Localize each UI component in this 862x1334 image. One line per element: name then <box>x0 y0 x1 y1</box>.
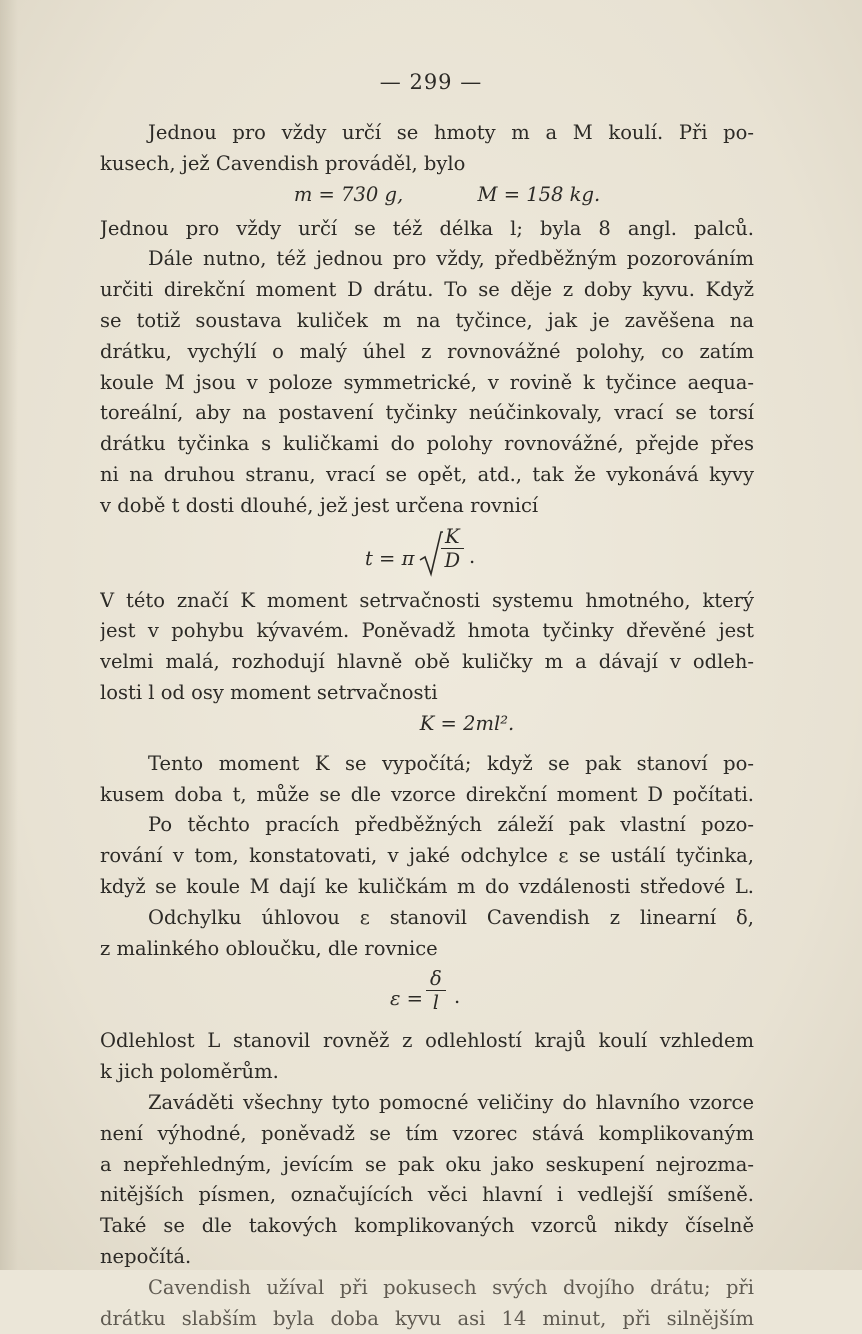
text-line: Dále nutno, též jednou pro vždy, předběžným pozorováním <box>100 244 754 275</box>
text-line: jest v pohybu kývavém. Poněvadž hmota tyčinky dřevěné jest <box>100 616 754 647</box>
text-line: z malinkého obloučku, dle rovnice <box>100 934 754 965</box>
text-line: kusech, jež Cavendish prováděl, bylo <box>100 149 754 180</box>
text-line: rování v tom, konstatovati, v jaké odchylce ε se ustálí tyčinka, <box>100 841 754 872</box>
formula-angle-end: . <box>454 982 460 1013</box>
text-line: Tento moment K se vypočítá; když se pak stanoví po- <box>100 749 754 780</box>
text-line: toreální, aby na postavení tyčinky neúčinkovaly, vrací se torsí <box>100 398 754 429</box>
text-line: a nepřehledným, jevícím se pak oku jako seskupení nejrozma- <box>100 1150 754 1181</box>
text-line: v době t dosti dlouhé, jež jest určena rovnicí <box>100 491 754 522</box>
formula-period-fraction <box>441 526 464 573</box>
text-line: Jednou pro vždy určí se hmoty m a M koulí. Při po- <box>100 118 754 149</box>
text-line: Odlehlost L stanovil rovněž z odlehlostí krajů koulí vzhledem <box>100 1026 754 1057</box>
formula-moment: K = 2ml². <box>100 709 754 749</box>
formula-period-numerator: K <box>441 526 464 549</box>
text-line: drátku tyčinka s kuličkami do polohy rovnovážné, přejde přes <box>100 429 754 460</box>
text-line: ni na druhou stranu, vrací se opět, atd., tak že vykonává kyvy <box>100 460 754 491</box>
formula-angle-fraction <box>426 968 446 1015</box>
text-line: drátku slabším byla doba kyvu asi 14 minut, při silnějším <box>100 1304 754 1334</box>
formula-angle-lhs: ε = <box>390 984 423 1015</box>
text-line: kusem doba t, může se dle vzorce direkční moment D počítati. <box>100 780 754 811</box>
text-line: drátku, vychýlí o malý úhel z rovnovážné polohy, co zatím <box>100 337 754 368</box>
formula-period-end: . <box>469 542 475 573</box>
text-line: koule M jsou v poloze symmetrické, v rovině k tyčince aequa- <box>100 368 754 399</box>
text-line: k jich poloměrům. <box>100 1057 754 1088</box>
text-line: Odchylku úhlovou ε stanovil Cavendish z linearní δ, <box>100 903 754 934</box>
text-line: určiti direkční moment D drátu. To se děje z doby kyvu. Když <box>100 275 754 306</box>
formula-period <box>365 522 754 586</box>
text-line: velmi malá, rozhodují hlavně obě kuličky m a dávají v odleh- <box>100 647 754 678</box>
text-line: V této značí K moment setrvačnosti systemu hmotného, který <box>100 586 754 617</box>
formula-period-denominator: D <box>441 549 464 573</box>
formula-angle-numerator: δ <box>426 968 446 991</box>
text-line: nitějších písmen, označujících věci hlavní i vedlejší smíšeně. <box>100 1180 754 1211</box>
text-line: Také se dle takových komplikovaných vzorců nikdy číselně <box>100 1211 754 1242</box>
text-line: když se koule M dají ke kuličkám m do vzdálenosti středové L. <box>100 872 754 903</box>
formula-angle <box>100 964 754 1026</box>
text-line: losti l od osy moment setrvačnosti <box>100 678 754 709</box>
formula-period-lhs: t = π <box>365 544 414 575</box>
formula-angle-denominator: l <box>426 991 446 1015</box>
formula-masses: m = 730 g, M = 158 kg. <box>100 180 754 214</box>
page-body <box>100 118 754 1334</box>
text-line: Zaváděti všechny tyto pomocné veličiny do hlavního vzorce <box>100 1088 754 1119</box>
text-line: Jednou pro vždy určí se též délka l; byla 8 angl. palců. <box>100 214 754 245</box>
text-line: není výhodné, poněvadž se tím vzorec stává komplikovaným <box>100 1119 754 1150</box>
page-number: — 299 — <box>0 70 862 94</box>
text-line: Cavendish užíval při pokusech svých dvojího drátu; při <box>100 1273 754 1304</box>
text-line: Po těchto pracích předběžných záleží pak vlastní pozo- <box>100 810 754 841</box>
text-line: nepočítá. <box>100 1242 754 1273</box>
text-line: se totiž soustava kuliček m na tyčince, jak je zavěšena na <box>100 306 754 337</box>
page-edge-shadow <box>0 0 18 1270</box>
sqrt-sign-icon <box>419 530 443 580</box>
